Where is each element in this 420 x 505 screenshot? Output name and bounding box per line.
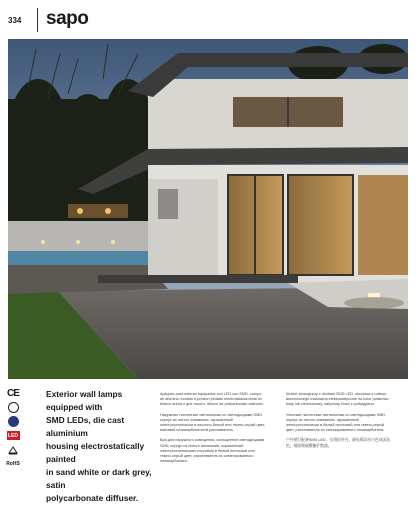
page-header [0,0,420,38]
series-title: sapo [46,8,89,29]
ip-icon [6,416,20,427]
translation-text: 户外壁灯配备SMD LED，压铸铝外壳，静电喷涂沙白色或深灰色，缎面聚碳酸酯扩散器。 [286,438,391,448]
product-description [46,388,156,505]
certification-icons [6,388,26,472]
description-line: polycarbonate diffuser. [46,493,139,503]
translation-text: Kinkiet zewnętrzny z diodami SMD LED, obudowa z odlewu aluminiowego malowana elektrostatycznie na kolor piaskowo-biały lub ciemnoszary, satynowy klosz z poliwęglanu. [286,392,390,407]
led-icon: LED [8,432,18,439]
translation-column-2 [286,392,392,454]
rohs-icon: RoHS [6,460,20,467]
house-scene-image [8,39,408,379]
translation-text: Наружные настенные светильники со светодиодами SMD, корпус из литого алюминия, окрашенный электростатически в песочно-белый или темно-серый цвет, матовый поликарбонатный рассеиватель. [160,412,265,433]
description-line: SMD LEDs, die cast aluminium [46,415,125,438]
ce-icon: CE [7,388,19,399]
translation-text: Бра для наружного освещения, оснащенное светодиодами SMD, корпус из литого алюминия, окрашенный электростатическим способом в белый песочный или темно-серый цвет, рассеиватель из сатинированного поликарбоната. [160,438,265,464]
class-icon [6,402,20,413]
page-number: 334 [8,16,22,25]
translation-column-1 [160,392,266,469]
bulb-icon [6,444,20,455]
translation-text: Уличные настенные светильники со светодиодами SMD, корпус из литого алюминия, окрашенный электростатически в белый песочный или темно-серый цвет, рассеиватель из сатинированного поликарбоната. [286,412,387,433]
description-line: housing electrostatically painted [46,441,145,464]
description-line: Exterior wall lamps equipped with [46,389,123,412]
header-divider [37,8,38,32]
product-photo [8,39,408,379]
description-line: in sand white or dark grey, satin [46,467,152,490]
translation-text: Apliques para exterior equipados con LED con SMD, cuerpo de aluminio fundido a presión pintado electrostáticamente en blanco arena o gris oscuro, difusor de policarbonato satinado. [160,392,264,407]
